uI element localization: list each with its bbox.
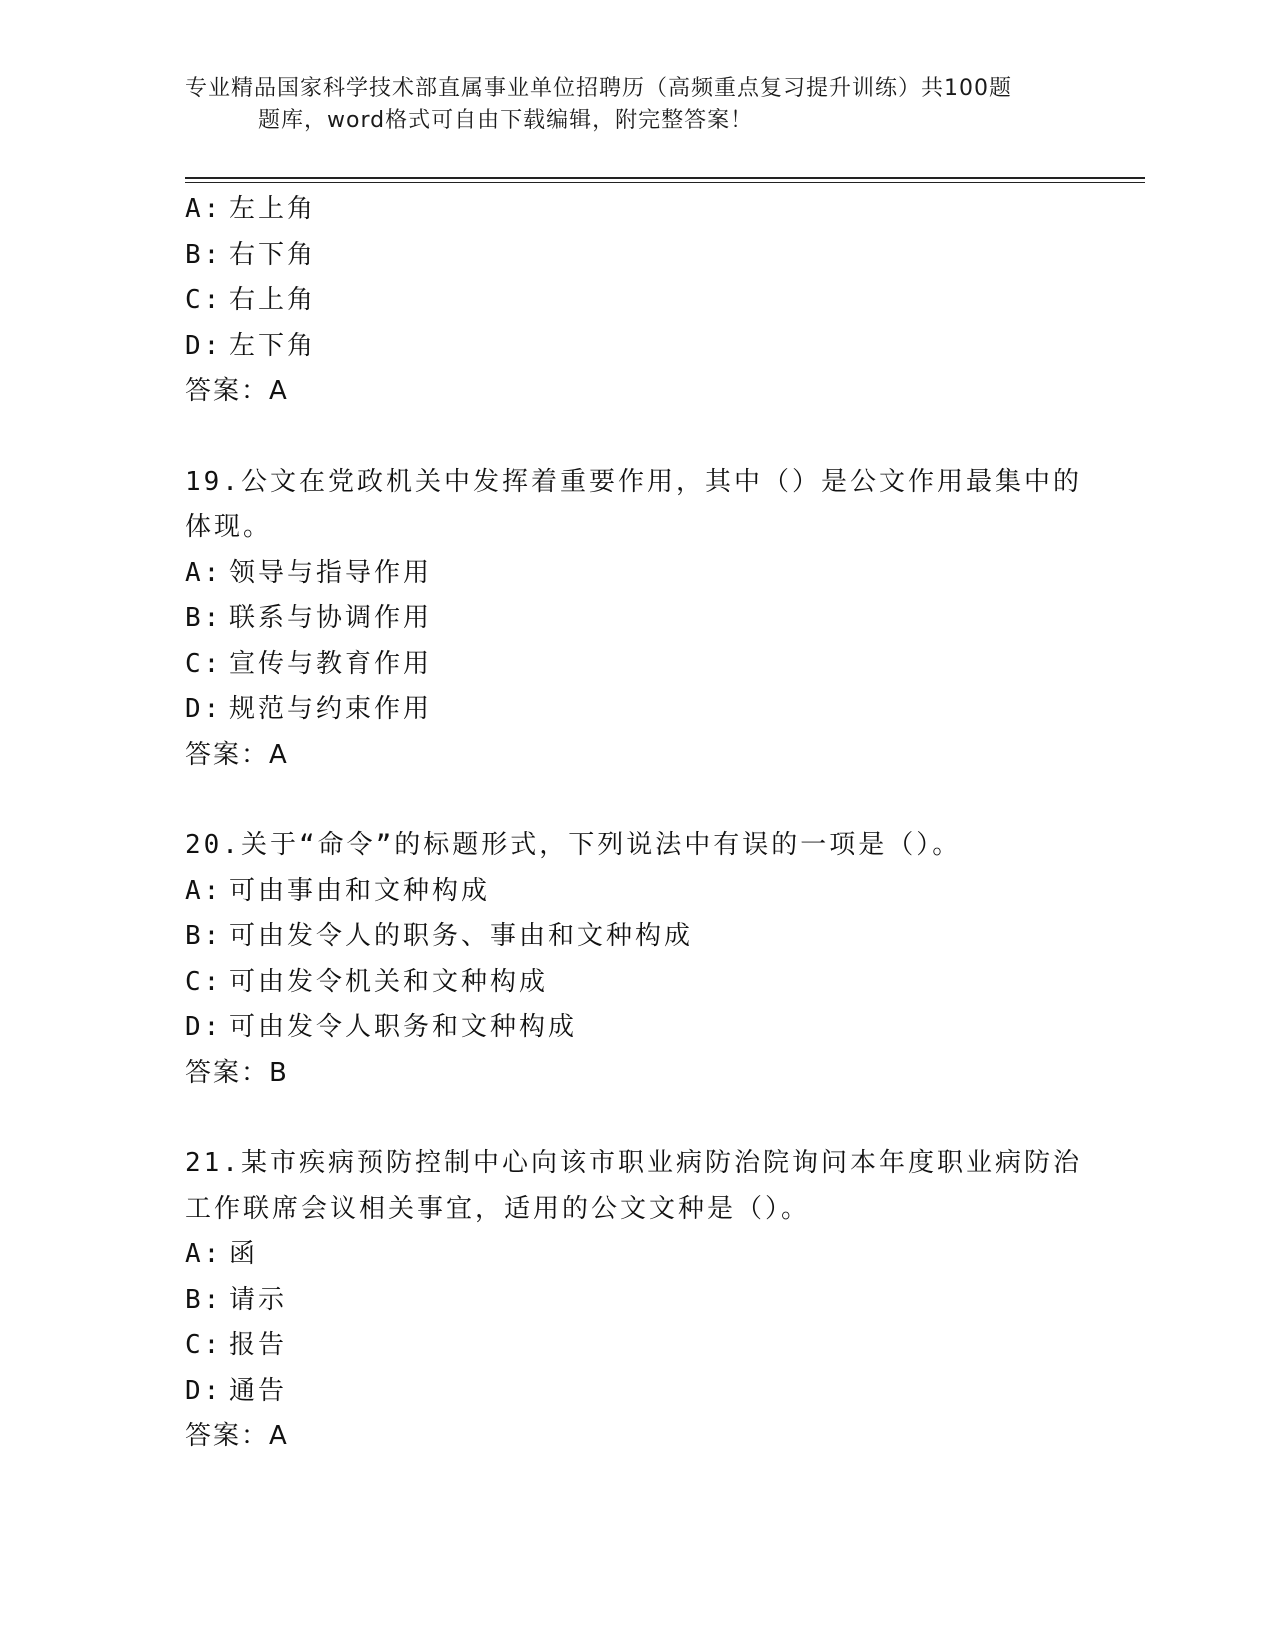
spacer xyxy=(185,415,1085,460)
option-text: 宣传与教育作用 xyxy=(229,648,433,679)
question-stem-line: 19.公文在党政机关中发挥着重要作用，其中（）是公文作用最集中的 xyxy=(185,466,1082,497)
question-content xyxy=(185,187,1085,1460)
option-text: 可由事由和文种构成 xyxy=(229,875,491,906)
option-letter: B: xyxy=(185,921,223,951)
option-text: 左下角 xyxy=(229,330,317,361)
option-c xyxy=(185,1323,1085,1369)
spacer xyxy=(185,1096,1085,1141)
option-letter: A: xyxy=(185,1239,223,1269)
answer-line: 答案：A xyxy=(185,1421,289,1451)
option-letter: C: xyxy=(185,285,223,315)
header-rule-thick xyxy=(185,177,1145,179)
option-text: 右下角 xyxy=(229,239,317,270)
option-letter: B: xyxy=(185,603,223,633)
question-19 xyxy=(185,460,1085,779)
option-text: 规范与约束作用 xyxy=(229,694,433,724)
option-letter: D: xyxy=(185,1012,223,1042)
option-b xyxy=(185,1278,1085,1324)
option-d xyxy=(185,687,1085,733)
option-letter: A: xyxy=(185,194,223,224)
option-text: 左上角 xyxy=(229,194,317,224)
option-letter: A: xyxy=(185,557,223,588)
option-text: 领导与指导作用 xyxy=(229,557,433,588)
answer-line: 答案：B xyxy=(185,1057,289,1088)
option-b xyxy=(185,233,1085,279)
option-c xyxy=(185,960,1085,1006)
option-letter: C: xyxy=(185,648,223,679)
option-letter: C: xyxy=(185,1330,223,1360)
answer-line: 答案：A xyxy=(185,376,289,406)
option-letter: D: xyxy=(185,330,223,361)
question-stem-line: 21.某市疾病预防控制中心向该市职业病防治院询问本年度职业病防治 xyxy=(185,1148,1082,1178)
header-title-line2: 题库，word格式可自由下载编辑，附完整答案！ xyxy=(258,108,754,133)
option-text: 可由发令机关和文种构成 xyxy=(229,966,549,997)
option-letter: D: xyxy=(185,1375,223,1406)
header-rule-thin xyxy=(185,182,1145,183)
option-a xyxy=(185,187,1085,233)
option-text: 请示 xyxy=(229,1284,288,1315)
option-letter: D: xyxy=(185,694,223,724)
option-text: 报告 xyxy=(229,1330,288,1360)
question-stem-line: 体现。 xyxy=(185,512,273,542)
question-stem-line: 工作联席会议相关事宜，适用的公文文种是（）。 xyxy=(185,1193,811,1224)
option-text: 右上角 xyxy=(229,285,317,315)
option-text: 可由发令人职务和文种构成 xyxy=(229,1012,578,1042)
option-d xyxy=(185,1005,1085,1051)
page-header xyxy=(185,73,1085,137)
option-c xyxy=(185,278,1085,324)
option-letter: A: xyxy=(185,875,223,906)
question-stem-line: 20.关于“命令”的标题形式，下列说法中有误的一项是（）。 xyxy=(185,830,962,860)
answer-line: 答案：A xyxy=(185,739,289,770)
option-b xyxy=(185,914,1085,960)
option-a xyxy=(185,551,1085,597)
option-a xyxy=(185,1232,1085,1278)
option-text: 可由发令人的职务、事由和文种构成 xyxy=(229,921,694,951)
option-text: 函 xyxy=(229,1239,259,1269)
option-d xyxy=(185,324,1085,370)
spacer xyxy=(185,778,1085,823)
option-d xyxy=(185,1369,1085,1415)
option-text: 通告 xyxy=(229,1375,288,1406)
question-18 xyxy=(185,187,1085,415)
option-b xyxy=(185,596,1085,642)
option-c xyxy=(185,642,1085,688)
question-20 xyxy=(185,823,1085,1096)
option-text: 联系与协调作用 xyxy=(229,603,433,633)
header-title-line1: 专业精品国家科学技术部直属事业单位招聘历（高频重点复习提升训练）共100题 xyxy=(185,76,1012,101)
option-letter: B: xyxy=(185,239,223,270)
question-21 xyxy=(185,1141,1085,1460)
option-letter: C: xyxy=(185,966,223,997)
option-a xyxy=(185,869,1085,915)
option-letter: B: xyxy=(185,1284,223,1315)
